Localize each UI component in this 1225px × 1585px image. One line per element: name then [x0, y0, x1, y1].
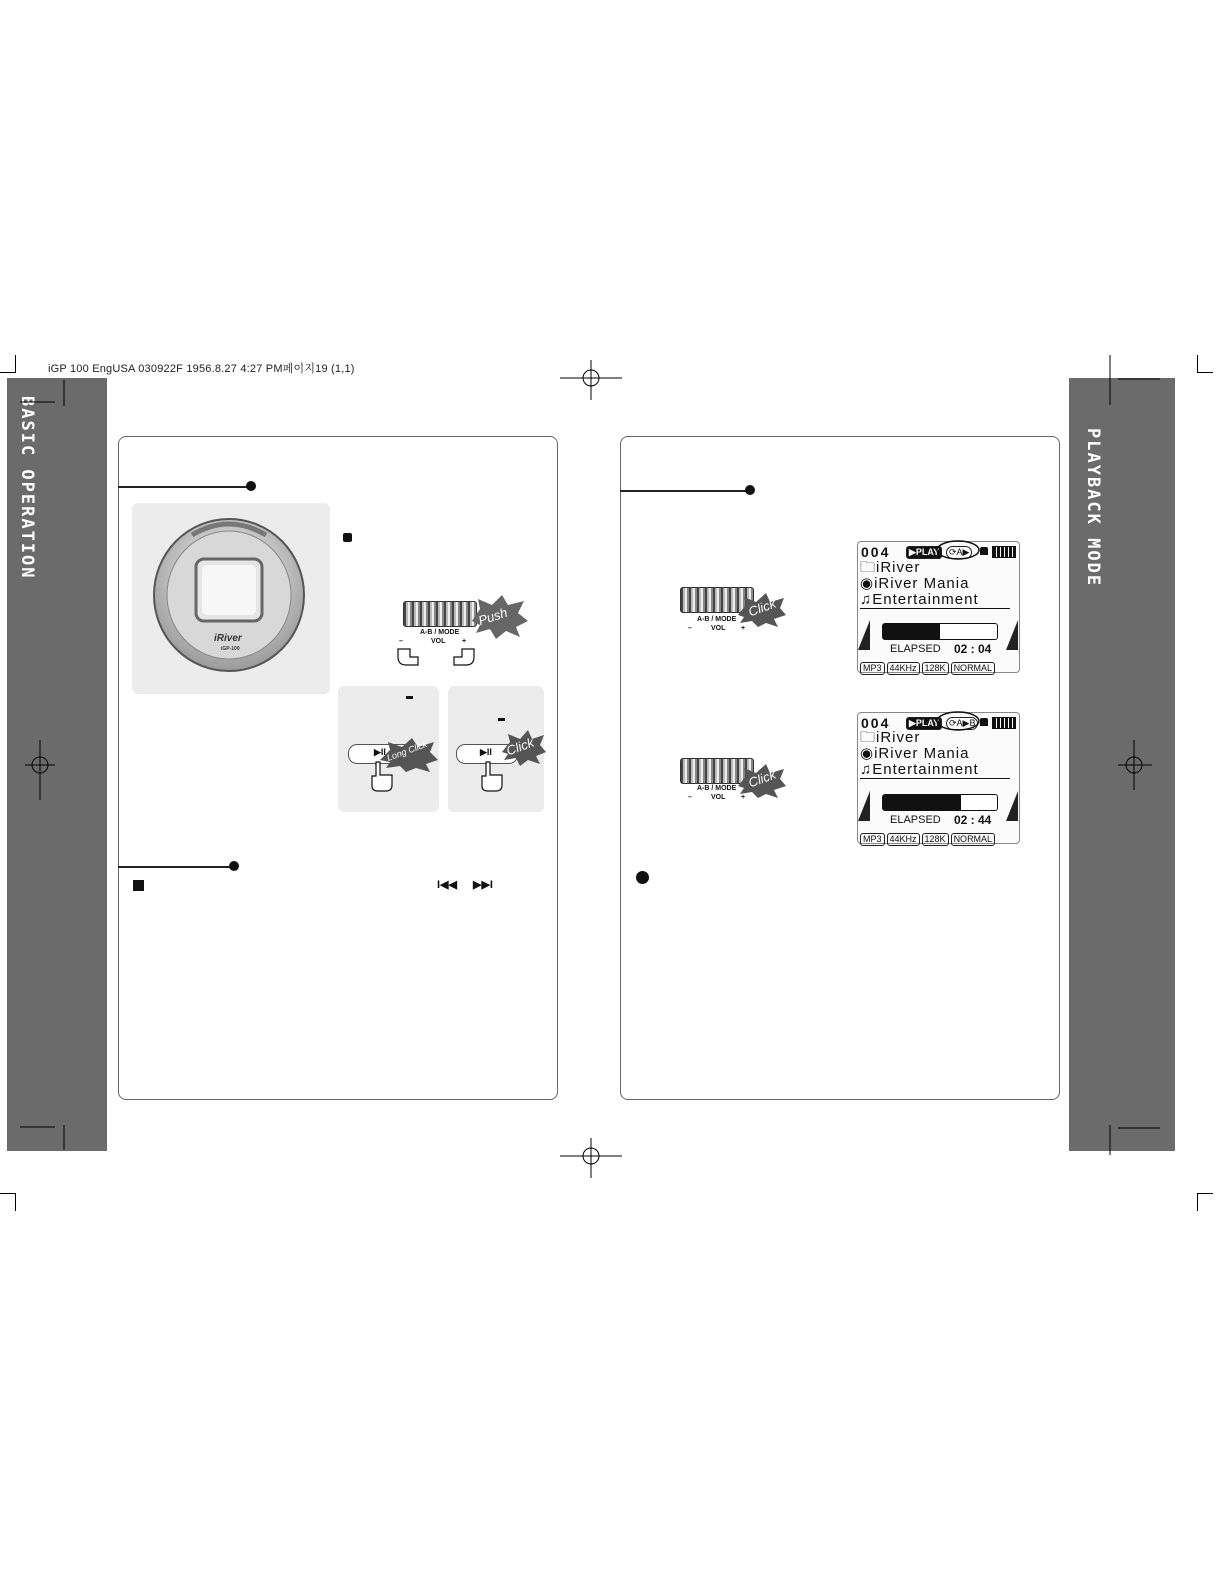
- crop-mark: [1197, 1193, 1198, 1211]
- crop-mark: [1197, 372, 1213, 373]
- print-header: iGP 100 EngUSA 030922F 1956.8.27 4:27 PM페이지19 (1,1): [48, 363, 355, 375]
- ab-mode-wheel[interactable]: [403, 601, 477, 627]
- elapsed-time: 02 : 04: [954, 642, 992, 656]
- vol-label: VOL: [711, 794, 726, 801]
- section-title-right: PLAYBACK MODE: [1083, 428, 1103, 588]
- section-leader-dot: [246, 481, 256, 491]
- ab-repeat-badge: ⟳A▶: [946, 546, 972, 559]
- song-icon: ♫: [860, 761, 873, 778]
- format-tags: [860, 829, 997, 847]
- crop-mark: [15, 355, 16, 373]
- progress-bar: [882, 794, 998, 811]
- artist-row: ◉iRiver Mania: [860, 745, 970, 762]
- elapsed-time: 02 : 44: [954, 813, 992, 827]
- section-title-left: BASIC OPERATION: [17, 396, 37, 580]
- play-badge: ▶PLAY: [906, 717, 942, 730]
- track-number: 004: [861, 544, 891, 560]
- title-row: ♫Entertainment: [860, 761, 1010, 779]
- play-pause-icon: ▶II: [480, 747, 492, 757]
- section-leader-line: [118, 486, 250, 488]
- vol-plus-label: +: [462, 638, 467, 645]
- format-tags: [860, 658, 997, 676]
- eq-tag: NORMAL: [951, 662, 996, 675]
- vol-label: VOL: [711, 625, 726, 632]
- click-label: Click: [504, 734, 536, 759]
- device-illustration-box: [132, 503, 330, 694]
- volume-bars-right: [1006, 620, 1018, 650]
- crop-mark: [0, 372, 16, 373]
- push-label: Push: [476, 604, 510, 629]
- song-icon: ♫: [860, 591, 873, 608]
- format-tag: 44KHz: [887, 833, 920, 846]
- pointing-hands-icon: [396, 647, 476, 667]
- format-tag: 128K: [922, 833, 949, 846]
- folder-icon: 🗀: [860, 729, 877, 746]
- click-label: Click: [746, 595, 778, 620]
- volume-bars-left: [858, 791, 870, 821]
- artist-icon: ◉: [860, 745, 875, 762]
- format-tag: MP3: [860, 833, 885, 846]
- battery-icon: [992, 546, 1016, 558]
- ab-mode-label: A-B / MODE: [420, 629, 460, 636]
- vol-plus-label: +: [741, 794, 746, 801]
- format-tag: 44KHz: [887, 662, 920, 675]
- vol-label: VOL: [431, 638, 446, 645]
- long-click-box: [338, 686, 439, 812]
- vol-minus-label: –: [399, 638, 403, 645]
- lock-icon: [980, 718, 988, 726]
- vol-minus-label: –: [688, 794, 692, 801]
- elapsed-label: ELAPSED: [890, 643, 941, 655]
- dash-mark: [406, 696, 413, 699]
- dash-mark: [498, 718, 505, 721]
- vol-minus-label: –: [688, 625, 692, 632]
- play-pause-icon: ▶II: [374, 747, 386, 757]
- title-row: ♫Entertainment: [860, 591, 1010, 609]
- section-leader-line: [620, 490, 750, 492]
- track-number: 004: [861, 715, 891, 731]
- ab-mode-label: A-B / MODE: [697, 616, 737, 623]
- lock-icon: [980, 547, 988, 555]
- crop-mark: [1197, 355, 1198, 373]
- player-device-icon: [132, 503, 330, 694]
- play-badge: ▶PLAY: [906, 546, 942, 559]
- crop-mark: [1197, 1193, 1213, 1194]
- square-bullet-icon: [133, 880, 144, 891]
- tab-crop-lines-left: [20, 380, 80, 1150]
- folder-icon: 🗀: [860, 559, 877, 576]
- highlight-circle: [935, 710, 981, 732]
- model-label: iGP-100: [221, 646, 240, 652]
- finger-press-icon: [368, 760, 394, 792]
- folder-row: 🗀iRiver: [860, 729, 921, 746]
- skip-forward-icon: ▶▶I: [473, 879, 493, 891]
- volume-bars-left: [858, 620, 870, 650]
- brand-logo: iRiver: [214, 633, 242, 644]
- ab-mode-label: A-B / MODE: [697, 785, 737, 792]
- skip-back-icon: I◀◀: [437, 879, 457, 891]
- registration-mark-top: [560, 360, 622, 400]
- ab-repeat-badge: ⟳A▶B: [946, 717, 978, 730]
- highlight-circle: [935, 539, 981, 561]
- elapsed-label: ELAPSED: [890, 814, 941, 826]
- section-leader-dot: [745, 485, 755, 495]
- eq-tag: NORMAL: [951, 833, 996, 846]
- crop-mark: [15, 1193, 16, 1211]
- volume-bars-right: [1006, 791, 1018, 821]
- section-leader-dot: [229, 861, 239, 871]
- vol-plus-label: +: [741, 625, 746, 632]
- progress-fill: [883, 624, 940, 639]
- crop-mark: [0, 1193, 16, 1194]
- battery-icon: [992, 717, 1016, 729]
- folder-row: 🗀iRiver: [860, 559, 921, 576]
- artist-icon: ◉: [860, 575, 875, 592]
- tab-crop-lines-right: [1100, 355, 1170, 1155]
- registration-mark-bottom: [560, 1138, 622, 1178]
- artist-row: ◉iRiver Mania: [860, 575, 970, 592]
- progress-bar: [882, 623, 998, 640]
- section-leader-line: [118, 866, 232, 868]
- format-tag: 128K: [922, 662, 949, 675]
- bullet-icon: [343, 533, 352, 542]
- round-bullet-icon: [636, 871, 649, 884]
- long-click-label: Long Click: [385, 739, 429, 763]
- click-label: Click: [746, 766, 778, 791]
- finger-press-icon: [478, 760, 504, 792]
- format-tag: MP3: [860, 662, 885, 675]
- click-box: [448, 686, 544, 812]
- progress-fill: [883, 795, 961, 810]
